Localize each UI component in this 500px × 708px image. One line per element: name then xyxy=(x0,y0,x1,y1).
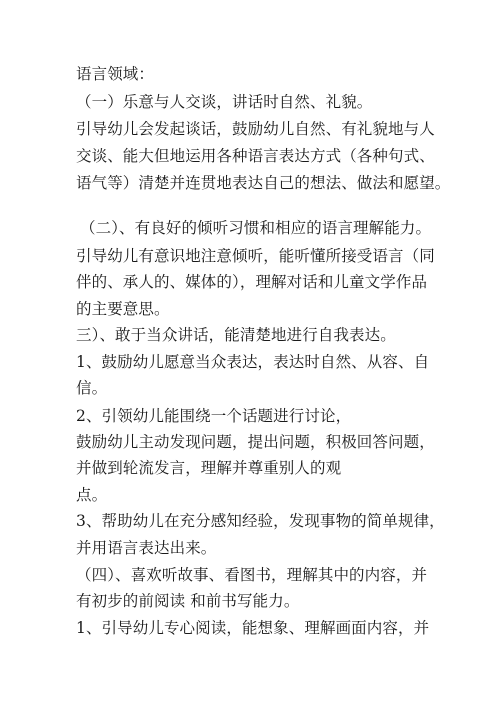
text-line: 鼓励幼儿主动发现问题，提出问题，积极回答问题， xyxy=(76,433,435,451)
text-line: 点。 xyxy=(76,486,108,504)
text-line: 三）、敢于当众讲话，能清楚地进行自我表达。 xyxy=(76,326,396,344)
text-line: 1、引导幼儿专心阅读，能想象、理解画面内容，并 xyxy=(76,619,430,637)
text-line: 引导幼儿会发起谈话，鼓励幼儿自然、有礼貌地与人 xyxy=(76,120,435,138)
text-line: 并做到轮流发言，理解并尊重别人的观 xyxy=(76,459,342,477)
text-line: （二）、有良好的倾听习惯和相应的语言理解能力。 xyxy=(80,219,432,237)
text-line: 1、鼓励幼儿愿意当众表达，表达时自然、从容、自 xyxy=(76,353,430,371)
text-line: 伴的、承人的、媒体的），理解对话和儿童文学作品 xyxy=(76,273,428,291)
text-line: （一）乐意与人交谈，讲话时自然、礼貌。 xyxy=(76,93,373,111)
section-heading: 语言领域： xyxy=(76,65,155,83)
text-line: 2、引领幼儿能围绕一个话题进行讨论， xyxy=(76,407,352,425)
text-line: 引导幼儿有意识地注意倾听，能听懂所接受语言（同 xyxy=(76,247,435,265)
text-line: 有初步的前阅读 和前书写能力。 xyxy=(76,592,300,610)
text-line: 的主要意思。 xyxy=(76,300,170,318)
text-line: 并用语言表达出来。 xyxy=(76,539,217,557)
text-line: 3、帮助幼儿在充分感知经验，发现事物的简单规律， xyxy=(76,512,445,530)
text-line: 信。 xyxy=(76,379,108,397)
text-line: （四）、喜欢听故事、看图书，理解其中的内容，并 xyxy=(76,566,428,584)
text-line: 交谈、能大但地运用各种语言表达方式（各种句式、 xyxy=(76,147,435,165)
text-line: 语气等）清楚并连贯地表达自己的想法、做法和愿望。 xyxy=(76,174,451,192)
